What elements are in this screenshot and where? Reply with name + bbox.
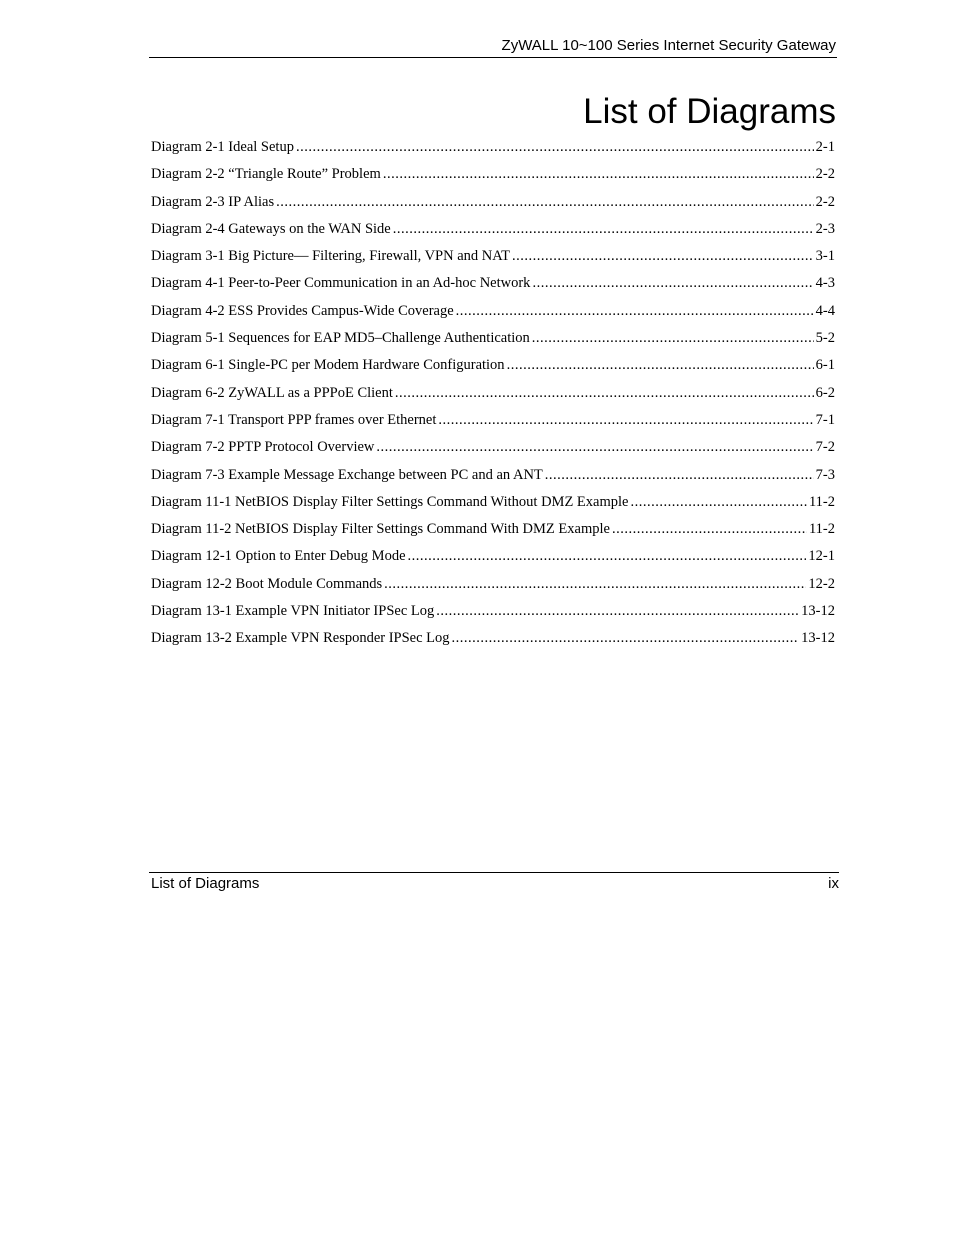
toc-entry-page: 12-2 — [808, 575, 835, 592]
toc-entry-label: Diagram 4-1 Peer-to-Peer Communication in an Ad-hoc Network — [151, 275, 531, 292]
toc-entry[interactable] — [151, 221, 835, 248]
toc-entry[interactable] — [151, 439, 835, 466]
toc-entry-label: Diagram 12-1 Option to Enter Debug Mode — [151, 548, 406, 565]
toc-entry-label: Diagram 2-4 Gateways on the WAN Side — [151, 220, 391, 237]
dot-leader — [545, 467, 814, 484]
diagram-list — [151, 139, 835, 658]
toc-entry-label: Diagram 7-1 Transport PPP frames over Ethernet — [151, 411, 437, 428]
toc-entry-page: 5-2 — [815, 330, 835, 347]
toc-entry[interactable] — [151, 194, 835, 221]
header-rule — [149, 57, 837, 58]
dot-leader — [452, 630, 800, 647]
toc-entry-label: Diagram 7-2 PPTP Protocol Overview — [151, 439, 375, 456]
dot-leader — [376, 439, 813, 456]
toc-entry-label: Diagram 2-1 Ideal Setup — [151, 139, 294, 155]
dot-leader — [393, 221, 814, 238]
toc-entry-page: 7-3 — [815, 466, 835, 483]
footer-page-number: ix — [828, 875, 839, 892]
toc-entry-label: Diagram 7-3 Example Message Exchange between PC and an ANT — [151, 466, 543, 483]
toc-entry-page: 4-4 — [815, 302, 835, 319]
toc-entry[interactable] — [151, 166, 835, 193]
toc-entry-page: 13-12 — [801, 630, 835, 647]
toc-entry[interactable] — [151, 303, 835, 330]
toc-entry-page: 7-2 — [815, 439, 835, 456]
toc-entry[interactable] — [151, 385, 835, 412]
dot-leader — [384, 576, 806, 593]
toc-entry-page: 2-2 — [815, 166, 835, 183]
toc-entry-label: Diagram 6-2 ZyWALL as a PPPoE Client — [151, 384, 393, 401]
toc-entry-page: 2-1 — [815, 139, 835, 155]
toc-entry-page: 13-12 — [801, 603, 835, 620]
dot-leader — [512, 248, 814, 265]
toc-entry-page: 2-2 — [815, 193, 835, 210]
toc-entry[interactable] — [151, 548, 835, 575]
toc-entry[interactable] — [151, 603, 835, 630]
dot-leader — [383, 166, 814, 183]
toc-entry[interactable] — [151, 248, 835, 275]
toc-entry[interactable] — [151, 412, 835, 439]
page-title: List of Diagrams — [583, 92, 836, 131]
toc-entry-page: 4-3 — [815, 275, 835, 292]
dot-leader — [612, 521, 807, 538]
toc-entry-label: Diagram 5-1 Sequences for EAP MD5–Challenge Authentication — [151, 330, 530, 347]
toc-entry-page: 11-2 — [808, 493, 835, 510]
toc-entry[interactable] — [151, 494, 835, 521]
toc-entry-page: 3-1 — [815, 248, 835, 265]
toc-entry[interactable] — [151, 630, 835, 657]
toc-entry[interactable] — [151, 275, 835, 302]
dot-leader — [408, 548, 807, 565]
footer-rule — [149, 872, 839, 873]
toc-entry[interactable] — [151, 139, 835, 166]
dot-leader — [630, 494, 806, 511]
toc-entry-page: 6-1 — [815, 357, 835, 374]
toc-entry[interactable] — [151, 467, 835, 494]
toc-entry-page: 7-1 — [815, 411, 835, 428]
dot-leader — [395, 385, 814, 402]
toc-entry-label: Diagram 2-3 IP Alias — [151, 193, 275, 210]
toc-entry-label: Diagram 13-2 Example VPN Responder IPSec Log — [151, 630, 450, 647]
dot-leader — [436, 603, 799, 620]
toc-entry-page: 6-2 — [815, 384, 835, 401]
dot-leader — [296, 139, 814, 156]
dot-leader — [456, 303, 814, 320]
toc-entry-label: Diagram 3-1 Big Picture— Filtering, Firewall, VPN and NAT — [151, 248, 510, 265]
running-header: ZyWALL 10~100 Series Internet Security Gateway — [501, 37, 836, 54]
toc-entry[interactable] — [151, 576, 835, 603]
toc-entry-label: Diagram 2-2 “Triangle Route” Problem — [151, 166, 381, 183]
dot-leader — [532, 275, 813, 292]
dot-leader — [438, 412, 813, 429]
toc-entry-page: 2-3 — [815, 220, 835, 237]
dot-leader — [507, 357, 814, 374]
toc-entry[interactable] — [151, 330, 835, 357]
toc-entry[interactable] — [151, 357, 835, 384]
toc-entry-label: Diagram 6-1 Single-PC per Modem Hardware Configuration — [151, 357, 505, 374]
toc-entry[interactable] — [151, 521, 835, 548]
toc-entry-label: Diagram 13-1 Example VPN Initiator IPSec Log — [151, 603, 435, 620]
dot-leader — [532, 330, 814, 347]
dot-leader — [276, 194, 814, 211]
toc-entry-page: 12-1 — [808, 548, 835, 565]
toc-entry-label: Diagram 4-2 ESS Provides Campus-Wide Coverage — [151, 302, 454, 319]
toc-entry-label: Diagram 11-1 NetBIOS Display Filter Settings Command Without DMZ Example — [151, 493, 629, 510]
toc-entry-page: 11-2 — [808, 521, 835, 538]
toc-entry-label: Diagram 11-2 NetBIOS Display Filter Settings Command With DMZ Example — [151, 521, 610, 538]
footer-section-name: List of Diagrams — [151, 875, 260, 892]
toc-entry-label: Diagram 12-2 Boot Module Commands — [151, 575, 383, 592]
